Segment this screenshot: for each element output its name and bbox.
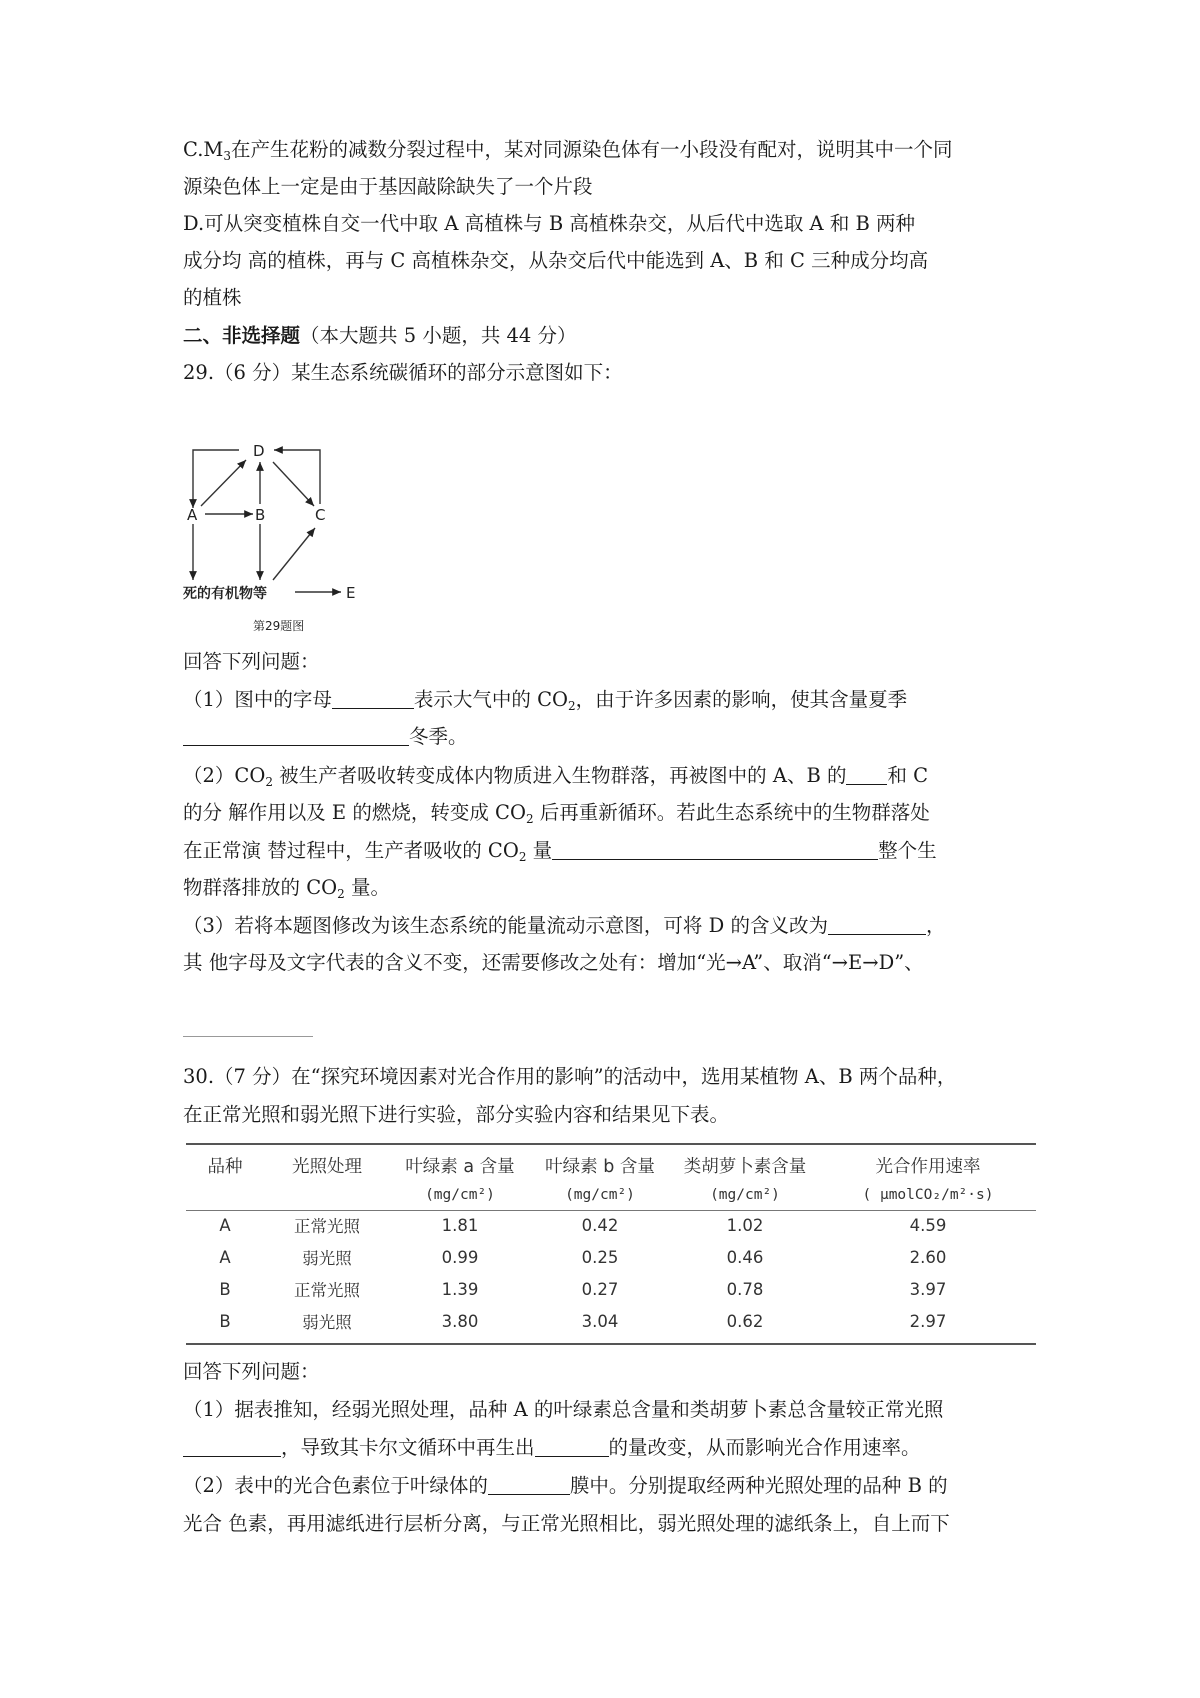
answer-blank [552, 841, 878, 860]
answer-blank [183, 727, 409, 746]
unit-cell: (mg/cm²) [565, 1186, 635, 1203]
option-d-line-1: D.可从突变植株自交一代中取 A 高植株与 B 高植株杂交，从后代中选取 A 和 B 两种 [183, 212, 916, 235]
unit-cell [264, 1180, 390, 1209]
q29-part2-line2: 的分 解作用以及 E 的燃烧，转变成 $CO_2$ 后再重新循环。若此生态系统中的生物群落处 [183, 801, 930, 826]
unit-cell: (mg/cm²) [425, 1186, 495, 1203]
table-cell: 弱光照 [302, 1249, 352, 1268]
table-row [186, 1209, 1036, 1241]
table-cell: 正常光照 [294, 1281, 360, 1300]
diagram-caption: 第29题图 [253, 619, 305, 633]
node-d: D [253, 442, 265, 460]
table-cell: 3.04 [581, 1311, 619, 1331]
option-c-line-1: $C.M_3$在产生花粉的减数分裂过程中，某对同源染色体有一小段没有配对，说明其中一个同 [183, 138, 953, 163]
q29-part1-line2: 冬季。 [183, 727, 468, 747]
separator-line [183, 1036, 313, 1037]
option-c-line-2: 源染色体上一定是由于基因敲除缺失了一个片段 [183, 175, 593, 198]
q30-stem-line1: 30.（7 分）在“探究环境因素对光合作用的影响”的活动中，选用某植物 A、B 两个品种， [183, 1065, 957, 1088]
unit-cell: (mg/cm²) [710, 1186, 780, 1203]
option-d-line-3: 的植株 [183, 286, 242, 309]
header-cell: 光照处理 [292, 1157, 362, 1177]
table-cell: 0.42 [581, 1215, 619, 1235]
option-d-line-2: 成分均 高的植株，再与 C 高植株杂交，从杂交后代中能选到 A、B 和 C 三种成分均高 [183, 249, 929, 272]
node-b: B [255, 506, 266, 524]
node-a: A [187, 506, 198, 524]
table-cell: 0.46 [726, 1247, 764, 1267]
unit-cell [186, 1180, 264, 1209]
node-dead-organic-matter: 死的有机物等 [183, 586, 267, 602]
table-cell: 0.99 [441, 1247, 479, 1267]
table-cell: 4.59 [909, 1215, 947, 1235]
unit-cell: ( μmolCO₂/m²·s) [862, 1186, 994, 1203]
table-cell: 3.97 [909, 1279, 947, 1299]
q29-part2-line3: 在正常演 替过程中，生产者吸收的 $CO_2$ 量 整个生 [183, 839, 937, 864]
table-cell: 1.81 [441, 1215, 479, 1235]
table-cell: B [219, 1279, 231, 1299]
q29-part3-line1: （3）若将本题图修改为该生态系统的能量流动示意图，可将 D 的含义改为 ， [183, 914, 946, 937]
arrow-d-to-c [273, 462, 314, 506]
header-cell: 叶绿素 b 含量 [545, 1157, 655, 1177]
table-row [186, 1241, 1036, 1273]
section-2-heading: 二、非选择题（本大题共 5 小题，共 44 分） [183, 324, 577, 347]
arrow-c-to-d-top [274, 450, 320, 504]
table-row [186, 1305, 1036, 1337]
q29-part3-line2: 其 他字母及文字代表的含义不变，还需要修改之处有：增加“光→A”、取消“→E→D”、 [183, 951, 924, 974]
arrow-a-to-d [201, 460, 246, 506]
q30-data-table [186, 1143, 1036, 1337]
answer-blank [332, 690, 414, 709]
table-bottom-rule [186, 1343, 1036, 1345]
table-cell: A [219, 1247, 231, 1267]
q29-stem: 29.（6 分）某生态系统碳循环的部分示意图如下： [183, 361, 623, 384]
table-units-row [186, 1180, 1036, 1209]
header-cell: 品种 [207, 1157, 243, 1177]
node-e: E [346, 584, 356, 602]
table-header-row [186, 1143, 1036, 1180]
q30-stem-line2: 在正常光照和弱光照下进行实验，部分实验内容和结果见下表。 [183, 1103, 730, 1126]
table-cell: 0.78 [726, 1279, 764, 1299]
answer-blank [828, 916, 926, 935]
table-row [186, 1273, 1036, 1305]
q30-part1-line1: （1）据表推知，经弱光照处理，品种 A 的叶绿素总含量和类胡萝卜素总含量较正常光照 [183, 1398, 944, 1421]
q29-part2-line4: 物群落排放的 $CO_2$ 量。 [183, 876, 390, 901]
carbon-cycle-diagram [183, 438, 383, 638]
arrow-d-to-a [193, 450, 239, 508]
q30-part1-line2: ，导致其卡尔文循环中再生出 的量改变，从而影响光合作用速率。 [183, 1438, 921, 1458]
q30-answer-prompt: 回答下列问题： [183, 1360, 320, 1383]
table-cell: 0.27 [581, 1279, 619, 1299]
table-cell: 3.80 [441, 1311, 479, 1331]
header-cell: 光合作用速率 [875, 1157, 981, 1177]
answer-blank [488, 1476, 570, 1495]
q29-part1-line1: （1）图中的字母 表示大气中的 $CO_2$，由于许多因素的影响，使其含量夏季 [183, 688, 908, 713]
table-cell: 1.39 [441, 1279, 479, 1299]
answer-blank [846, 766, 887, 785]
table-cell: 0.62 [726, 1311, 764, 1331]
table-cell: 0.25 [581, 1247, 619, 1267]
table-cell: 1.02 [726, 1215, 764, 1235]
table-cell: 2.97 [909, 1311, 947, 1331]
table-cell: 2.60 [909, 1247, 947, 1267]
q29-answer-prompt: 回答下列问题： [183, 650, 320, 673]
q30-part2-line2: 光合 色素，再用滤纸进行层析分离，与正常光照相比，弱光照处理的滤纸条上，自上而下 [183, 1512, 950, 1535]
arrow-dead-to-c [273, 528, 315, 580]
node-c: C [315, 506, 326, 524]
table-cell: 正常光照 [294, 1217, 360, 1236]
table-cell: 弱光照 [302, 1313, 352, 1332]
answer-blank [183, 1438, 281, 1457]
header-cell: 类胡萝卜素含量 [683, 1157, 807, 1177]
q29-part2-line1: $(2)CO_2$ 被生产者吸收转变成体内物质进入生物群落，再被图中的 A、B 的 和 C [183, 764, 929, 789]
table-cell: A [219, 1215, 231, 1235]
answer-blank [535, 1438, 609, 1457]
q30-part2-line1: （2）表中的光合色素位于叶绿体的 膜中。分别提取经两种光照处理的品种 B 的 [183, 1474, 948, 1497]
table-cell: B [219, 1311, 231, 1331]
header-cell: 叶绿素 a 含量 [405, 1157, 515, 1177]
